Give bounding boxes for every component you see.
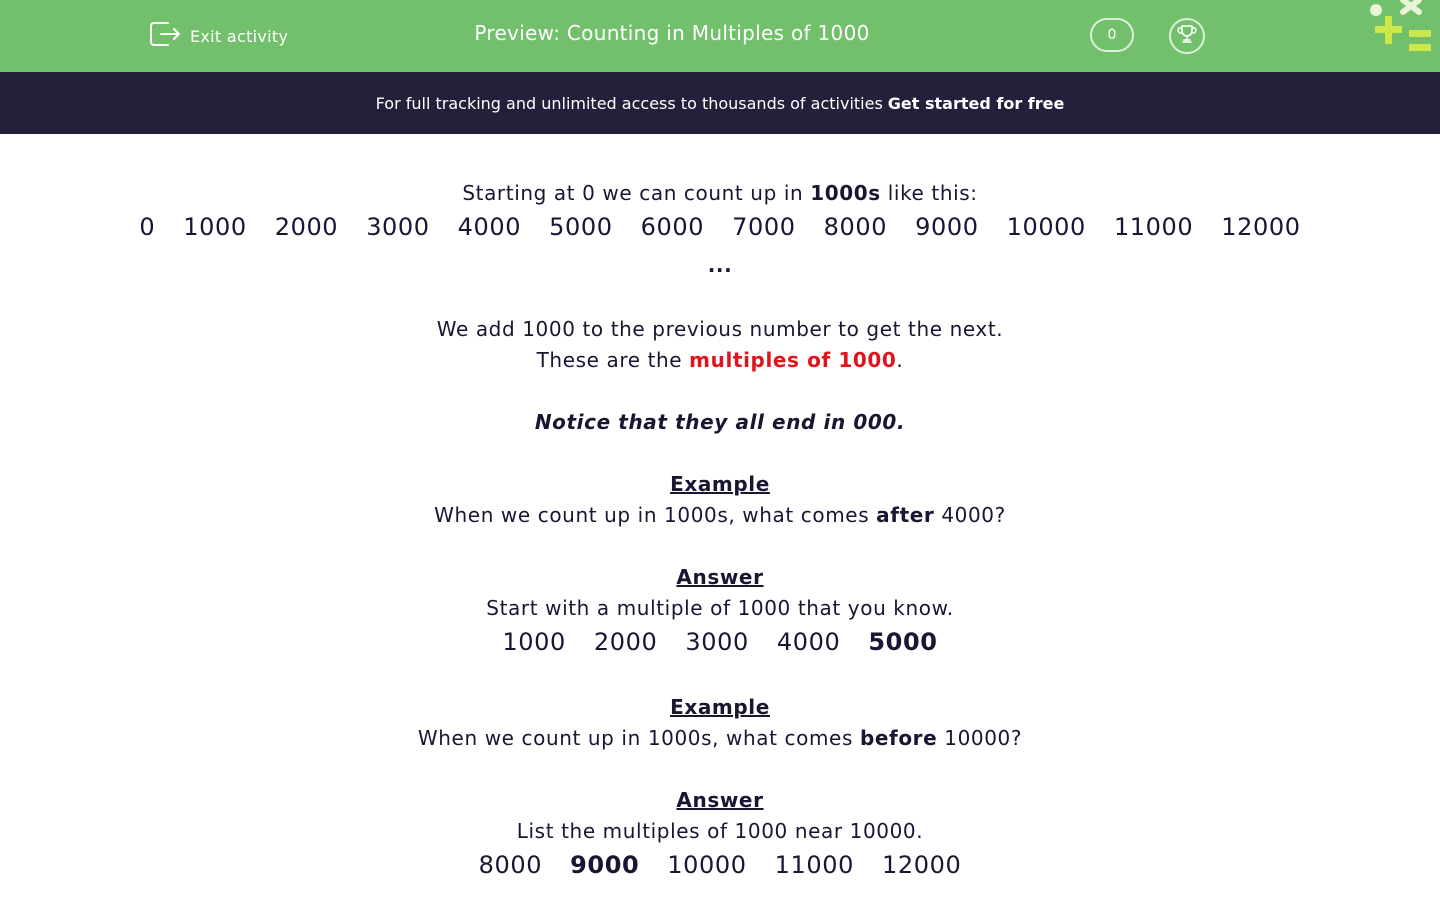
example-heading: Example: [670, 695, 770, 719]
answer-sequence-number: 3000: [685, 628, 749, 656]
get-started-link[interactable]: Get started for free: [887, 93, 1065, 113]
brand-logo: [1365, 0, 1440, 60]
answer-sequence-number: 2000: [593, 628, 658, 656]
answer-heading: Answer: [676, 565, 764, 589]
multiples-sequence: [0, 212, 1440, 242]
sequence-number: 12000: [1221, 213, 1301, 241]
page-title: Preview: Counting in Multiples of 1000: [474, 21, 870, 45]
trophy-button[interactable]: [1169, 18, 1205, 54]
sequence-number: 3000: [366, 213, 430, 241]
sequence-ellipsis: ...: [707, 253, 733, 277]
sequence-number: 1000: [183, 213, 247, 241]
sequence-number: 6000: [640, 213, 705, 241]
sequence-number: 4000: [457, 213, 522, 241]
multiples-highlight: multiples of 1000: [689, 348, 897, 372]
answer-heading: Answer: [676, 788, 764, 812]
example-question: [0, 502, 1440, 528]
answer-number: 5000: [868, 628, 938, 656]
top-bar: [0, 0, 1440, 72]
trophy-icon: [1176, 23, 1198, 49]
question-text-end: 4000?: [934, 503, 1006, 527]
answer-sequence-number: 12000: [882, 851, 962, 879]
answer-sequence-number: 8000: [478, 851, 543, 879]
example-heading: Example: [670, 472, 770, 496]
sequence-number: 11000: [1113, 213, 1194, 241]
question-text: When we count up in 1000s, what comes: [434, 503, 877, 527]
answer-text: List the multiples of 1000 near 10000.: [516, 819, 924, 843]
sequence-number: 0: [139, 213, 156, 241]
answer-sequence-number: 1000: [502, 628, 566, 656]
definition-text: These are the: [536, 348, 690, 372]
sequence-number: 10000: [1006, 213, 1086, 241]
notice-note: Notice that they all end in 000.: [534, 410, 906, 434]
intro-bold: 1000s: [810, 181, 881, 205]
explanation-line: We add 1000 to the previous number to get the next.: [436, 317, 1004, 341]
answer-sequence-number: 11000: [774, 851, 855, 879]
answer-sequence: [0, 850, 1440, 880]
answer-sequence-number: 4000: [776, 628, 841, 656]
answer-text: Start with a multiple of 1000 that you know.: [486, 596, 954, 620]
intro-text: Starting at 0 we can count up in: [462, 181, 811, 205]
sequence-number: 7000: [732, 213, 796, 241]
question-keyword: before: [859, 726, 938, 750]
answer-number: 9000: [570, 851, 640, 879]
score-badge: 0: [1090, 18, 1134, 52]
question-text: When we count up in 1000s, what comes: [417, 726, 860, 750]
example-question: [0, 725, 1440, 751]
question-keyword: after: [876, 503, 935, 527]
definition-period: .: [896, 348, 904, 372]
sequence-number: 5000: [549, 213, 613, 241]
question-text-end: 10000?: [937, 726, 1023, 750]
banner-text: For full tracking and unlimited access to thousands of activities: [375, 93, 883, 113]
multiples-definition: [0, 347, 1440, 373]
sequence-number: 9000: [915, 213, 979, 241]
upgrade-banner: [0, 72, 1440, 134]
intro-text-end: like this:: [880, 181, 978, 205]
answer-sequence-number: 10000: [667, 851, 747, 879]
answer-sequence: [0, 627, 1440, 657]
exit-icon: [148, 19, 182, 53]
exit-activity-label: Exit activity: [190, 26, 289, 46]
intro-line: [0, 180, 1440, 206]
sequence-number: 2000: [274, 213, 339, 241]
exit-activity-button[interactable]: [148, 20, 288, 52]
sequence-number: 8000: [823, 213, 888, 241]
